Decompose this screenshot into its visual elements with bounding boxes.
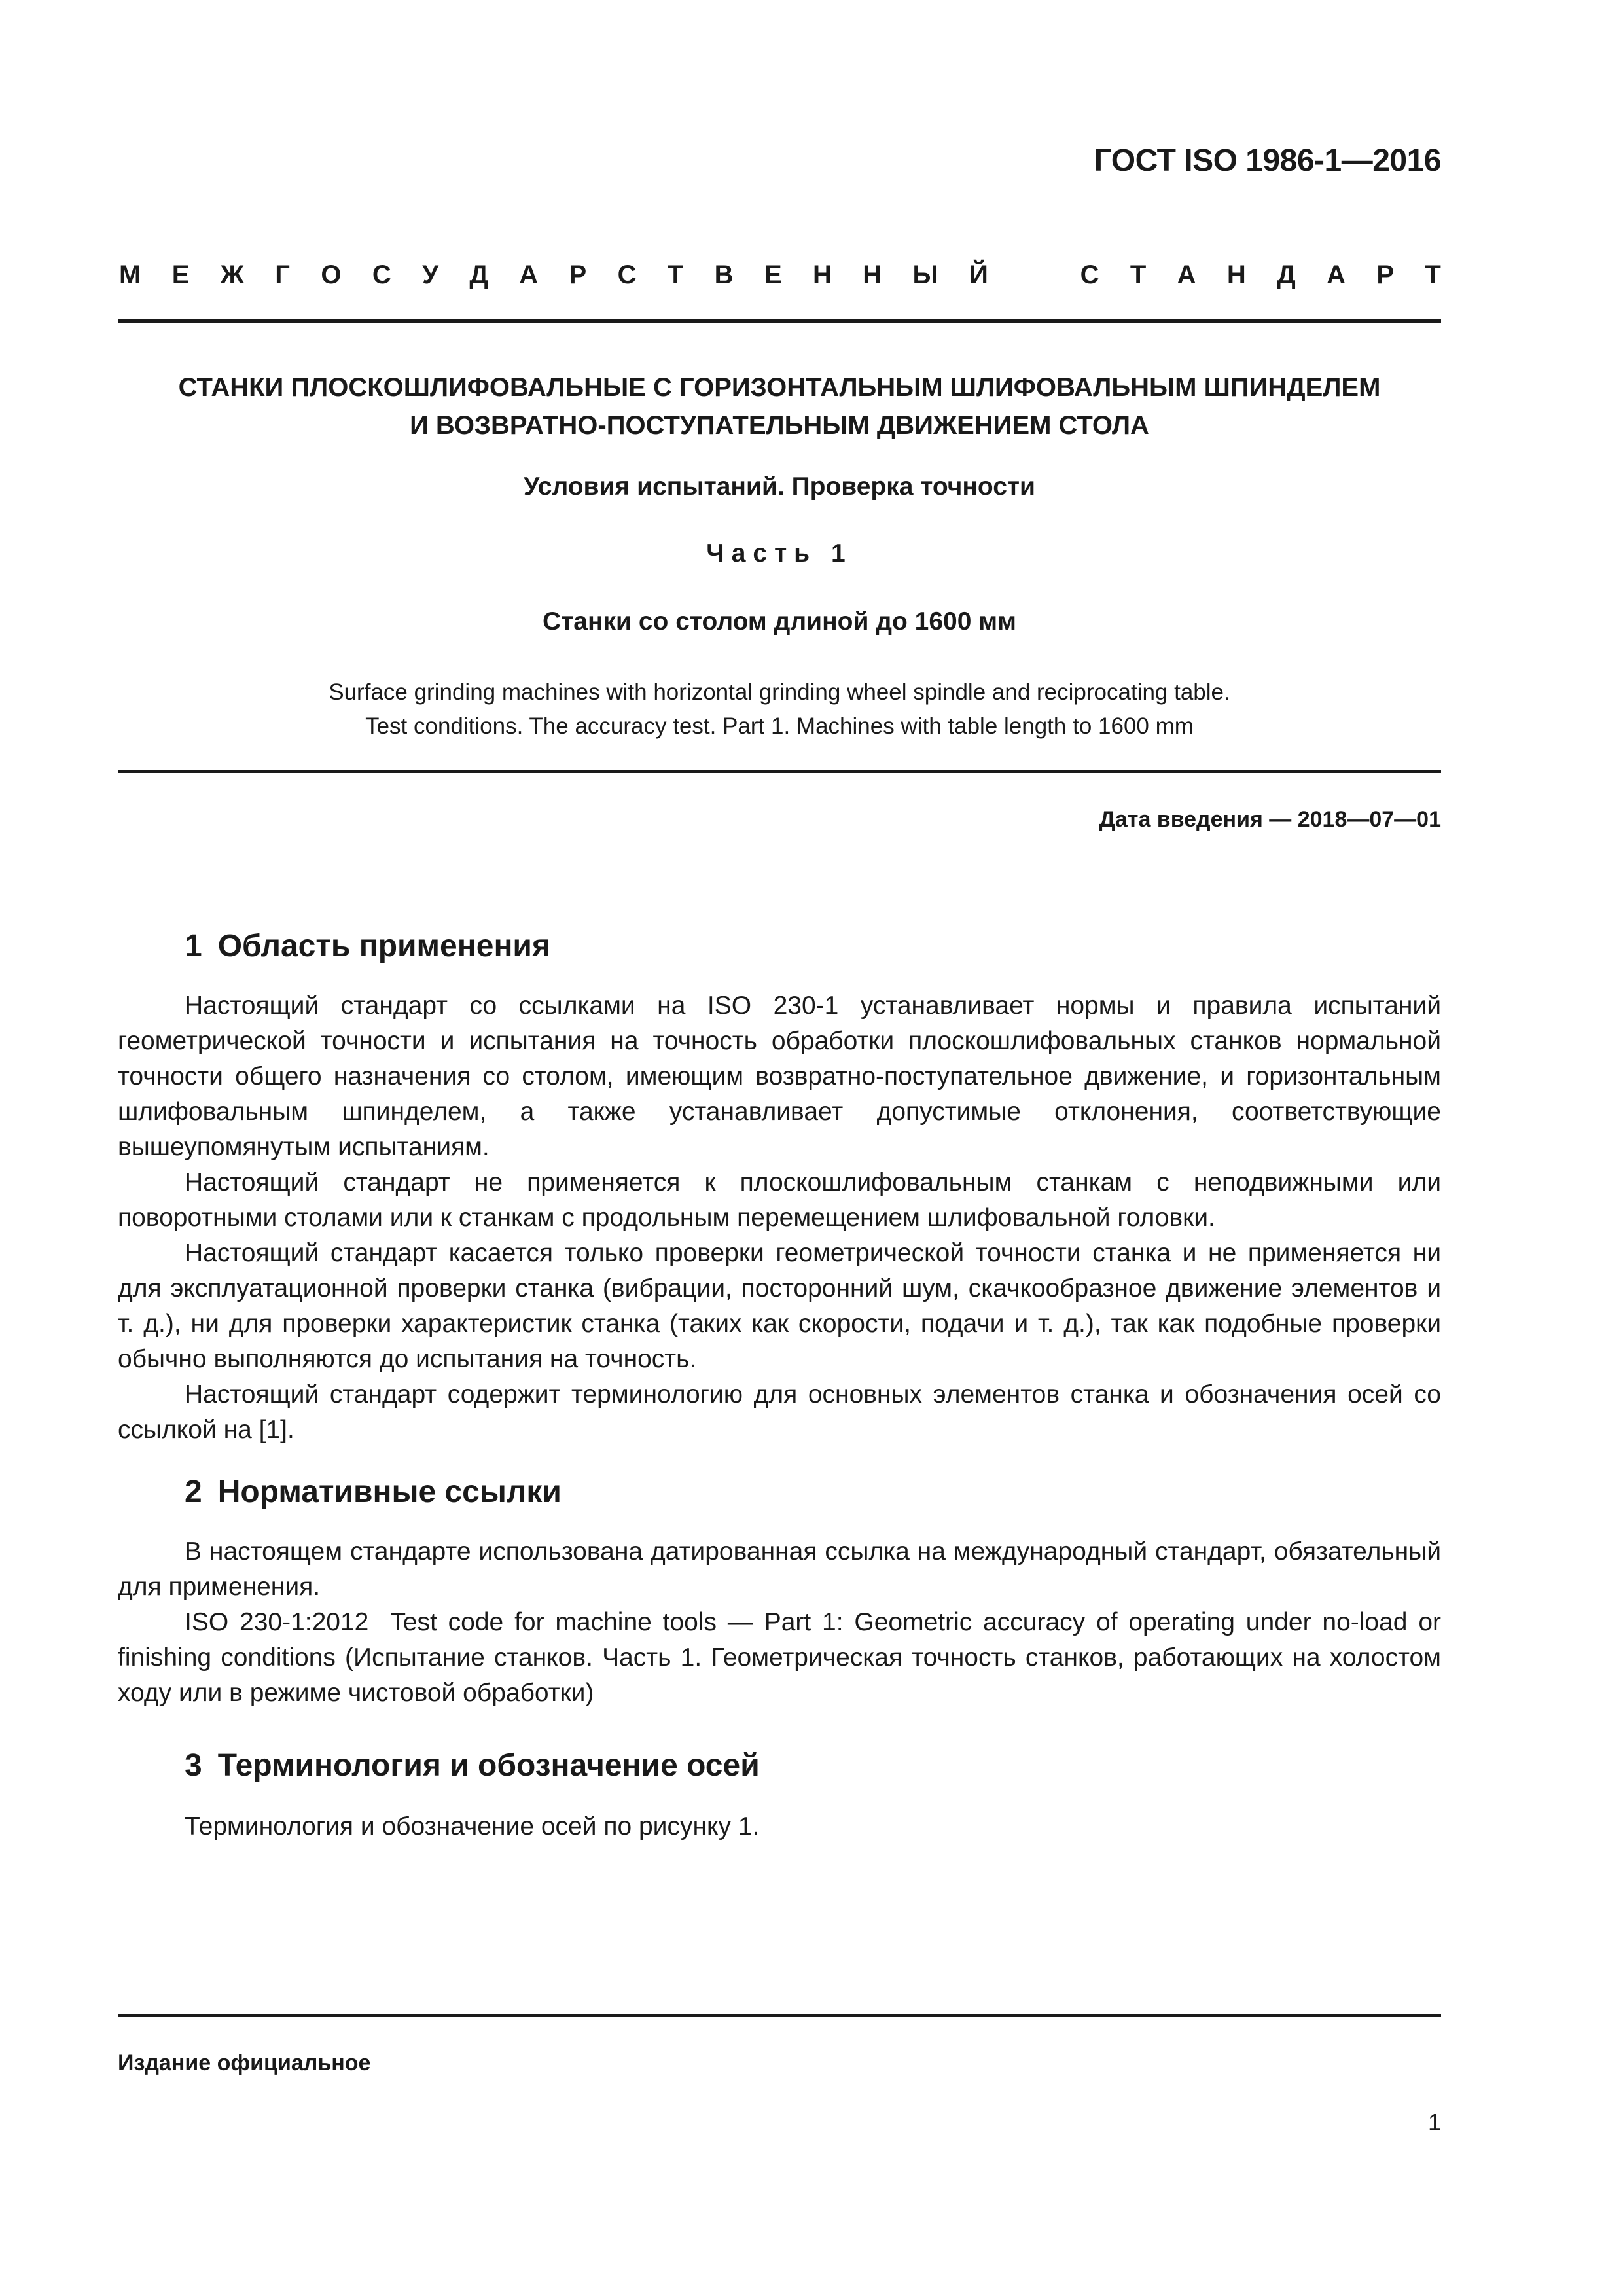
section-number: 2 [185,1475,202,1509]
category-letter: Т [1425,260,1441,289]
category-letter: Р [1376,260,1395,289]
english-title-line: Surface grinding machines with horizontal grinding wheel spindle and reciprocating table. [329,679,1230,705]
section-title: Область применения [217,929,550,963]
category-letter: А [519,260,539,289]
title-line: СТАНКИ ПЛОСКОШЛИФОВАЛЬНЫЕ С ГОРИЗОНТАЛЬНЫМ ШЛИФОВАЛЬНЫМ ШПИНДЕЛЕМ [178,373,1381,402]
category-letter: Н [1226,260,1246,289]
paragraph: ISO 230-1:2012 Test code for machine tools — Part 1: Geometric accuracy of operating under no-load or finishing conditions (Испытание станков. Часть 1. Геометрическая точность станков, работающих на холостом ходу или в режиме чистовой обработки) [118,1608,1448,1707]
word-gap [1019,260,1049,290]
english-title-line: Test conditions. The accuracy test. Part 1. Machines with table length to 1600 mm [365,713,1194,739]
part-label: Часть 1 [706,539,853,567]
document-title [118,368,1441,444]
standard-number: ГОСТ ISO 1986-1—2016 [1094,143,1441,178]
section-heading [185,928,550,964]
section-body [118,988,1441,1448]
header-divider [118,319,1441,323]
category-letter: Т [1130,260,1147,289]
official-edition-label: Издание официальное [118,2051,371,2075]
english-title [118,675,1441,744]
paragraph: Терминология и обозначение осей по рисунку 1. [185,1812,760,1840]
section-heading [185,1474,562,1510]
page-number: 1 [1427,2109,1441,2136]
category-letter: С [617,260,637,289]
paragraph: Настоящий стандарт не применяется к плоскошлифовальным станкам с неподвижными или поворотными столами или к станкам с продольным перемещением шлифовальной головки. [118,1168,1441,1232]
category-letter: У [422,260,439,289]
category-letter: Е [764,260,782,289]
category-letter: Р [569,260,587,289]
part-title: Станки со столом длиной до 1600 мм [543,607,1016,636]
category-letter: С [1080,260,1099,289]
paragraph: В настоящем стандарте использована датированная ссылка на международный стандарт, обязательный для применения. [118,1537,1441,1601]
section-title: Нормативные ссылки [217,1475,562,1509]
title-divider [118,770,1441,773]
category-letter: Г [275,260,290,289]
category-letter: Е [171,260,190,289]
category-letter: А [1327,260,1346,289]
paragraph: Настоящий стандарт со ссылками на ISO 230-1 устанавливает нормы и правила испытаний геометрической точности и испытания на точность обработки плоскошлифовальных станков нормальной точности общего назначения со столом, имеющим возвратно-поступательное движение, и горизонтальным шлифовальным шпинделем, а также устанавливает допустимые отклонения, соответствующие вышеупомянутым испытаниям. [118,992,1441,1161]
category-letter: Т [667,260,684,289]
section-title: Терминология и обозначение осей [217,1748,760,1783]
category-letter: М [119,260,141,289]
section-body [118,1534,1448,1711]
category-letter: Н [863,260,882,289]
category-letter: В [714,260,734,289]
title-line: И ВОЗВРАТНО-ПОСТУПАТЕЛЬНЫМ ДВИЖЕНИЕМ СТОЛА [410,411,1149,440]
paragraph: Настоящий стандарт касается только проверки геометрической точности станка и не применяется ни для эксплуатационной проверки станка (вибрации, посторонний шум, скачкообразное движение элементов и т. д.), ни для проверки характеристик станка (таких как скорости, подачи и т. д.), так как подобные проверки обычно выполняются до испытания на точность. [118,1239,1441,1373]
document-subtitle: Условия испытаний. Проверка точности [523,473,1036,501]
section-heading [185,1748,760,1784]
section-number: 3 [185,1748,202,1783]
category-letter: Д [469,260,488,289]
category-letter: Н [813,260,832,289]
category-letter: С [372,260,391,289]
category-letter: А [1177,260,1196,289]
section-number: 1 [185,929,202,963]
category-letter: Ж [220,260,244,289]
category-letter: О [321,260,342,289]
introduction-date: Дата введения — 2018—07—01 [1099,807,1441,832]
section-body [118,1809,1441,1844]
standard-category [119,260,1441,290]
footer-divider [118,2014,1441,2017]
category-letter: Д [1277,260,1296,289]
category-letter: Й [969,260,988,289]
paragraph: Настоящий стандарт содержит терминологию для основных элементов станка и обозначения осей со ссылкой на [1]. [118,1380,1441,1444]
category-letter: Ы [912,260,938,289]
